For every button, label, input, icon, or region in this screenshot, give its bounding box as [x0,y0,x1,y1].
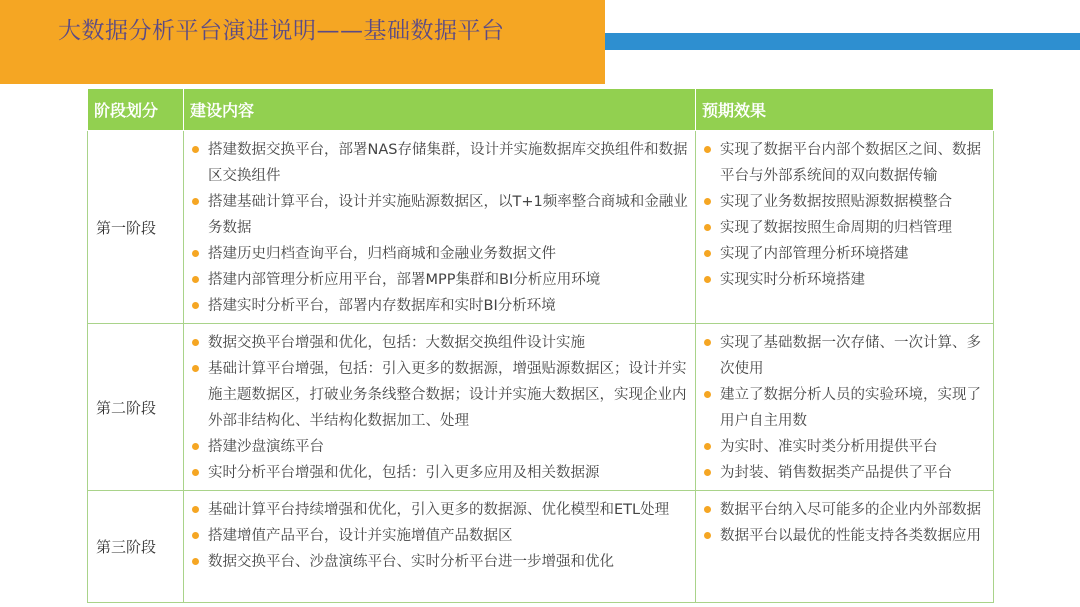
effect-list [702,137,989,293]
list-item: 数据交换平台、沙盘演练平台、实时分析平台进一步增强和优化 [190,549,691,575]
stage-plan-table [87,89,994,603]
list-item: 实现了基础数据一次存储、一次计算、多次使用 [702,330,989,382]
list-item: 为封装、销售数据类产品提供了平台 [702,460,989,486]
list-item: 基础计算平台增强，包括：引入更多的数据源，增强贴源数据区；设计并实施主题数据区，打破业务条线整合数据；设计并实施大数据区，实现企业内外部非结构化、半结构化数据加工、处理 [190,356,691,434]
list-item: 搭建内部管理分析应用平台，部署MPP集群和BI分析应用环境 [190,267,691,293]
effect-cell [696,490,994,602]
list-item: 搭建实时分析平台，部署内存数据库和实时BI分析环境 [190,293,691,319]
list-item: 建立了数据分析人员的实验环境，实现了用户自主用数 [702,382,989,434]
list-item: 搭建数据交换平台，部署NAS存储集群，设计并实施数据库交换组件和数据区交换组件 [190,137,691,189]
list-item: 实时分析平台增强和优化，包括：引入更多应用及相关数据源 [190,460,691,486]
content-list [190,137,691,319]
effect-cell [696,130,994,323]
list-item: 数据平台以最优的性能支持各类数据应用 [702,523,989,549]
content-cell [184,323,696,490]
list-item: 搭建增值产品平台，设计并实施增值产品数据区 [190,523,691,549]
header-stage: 阶段划分 [88,89,184,130]
content-list [190,497,691,575]
list-item: 数据交换平台增强和优化，包括：大数据交换组件设计实施 [190,330,691,356]
stage-cell: 第一阶段 [88,130,184,323]
list-item: 搭建沙盘演练平台 [190,434,691,460]
header-effect: 预期效果 [696,89,994,130]
table-row [88,323,994,490]
header-content: 建设内容 [184,89,696,130]
list-item: 实现了数据平台内部个数据区之间、数据平台与外部系统间的双向数据传输 [702,137,989,189]
stage-cell: 第三阶段 [88,490,184,602]
table-row [88,130,994,323]
list-item: 实现了业务数据按照贴源数据模整合 [702,189,989,215]
effect-list [702,330,989,486]
content-cell [184,130,696,323]
table-row [88,490,994,602]
effect-list [702,497,989,549]
list-item: 实现实时分析环境搭建 [702,267,989,293]
stage-cell: 第二阶段 [88,323,184,490]
accent-bar [605,33,1080,50]
slide-title: 大数据分析平台演进说明——基础数据平台 [58,18,505,44]
content-cell [184,490,696,602]
list-item: 数据平台纳入尽可能多的企业内外部数据 [702,497,989,523]
list-item: 实现了数据按照生命周期的归档管理 [702,215,989,241]
list-item: 实现了内部管理分析环境搭建 [702,241,989,267]
list-item: 基础计算平台持续增强和优化，引入更多的数据源、优化模型和ETL处理 [190,497,691,523]
title-banner [0,0,605,84]
content-list [190,330,691,486]
list-item: 为实时、准实时类分析用提供平台 [702,434,989,460]
list-item: 搭建基础计算平台，设计并实施贴源数据区，以T+1频率整合商城和金融业务数据 [190,189,691,241]
list-item: 搭建历史归档查询平台，归档商城和金融业务数据文件 [190,241,691,267]
table-header-row [88,89,994,130]
effect-cell [696,323,994,490]
